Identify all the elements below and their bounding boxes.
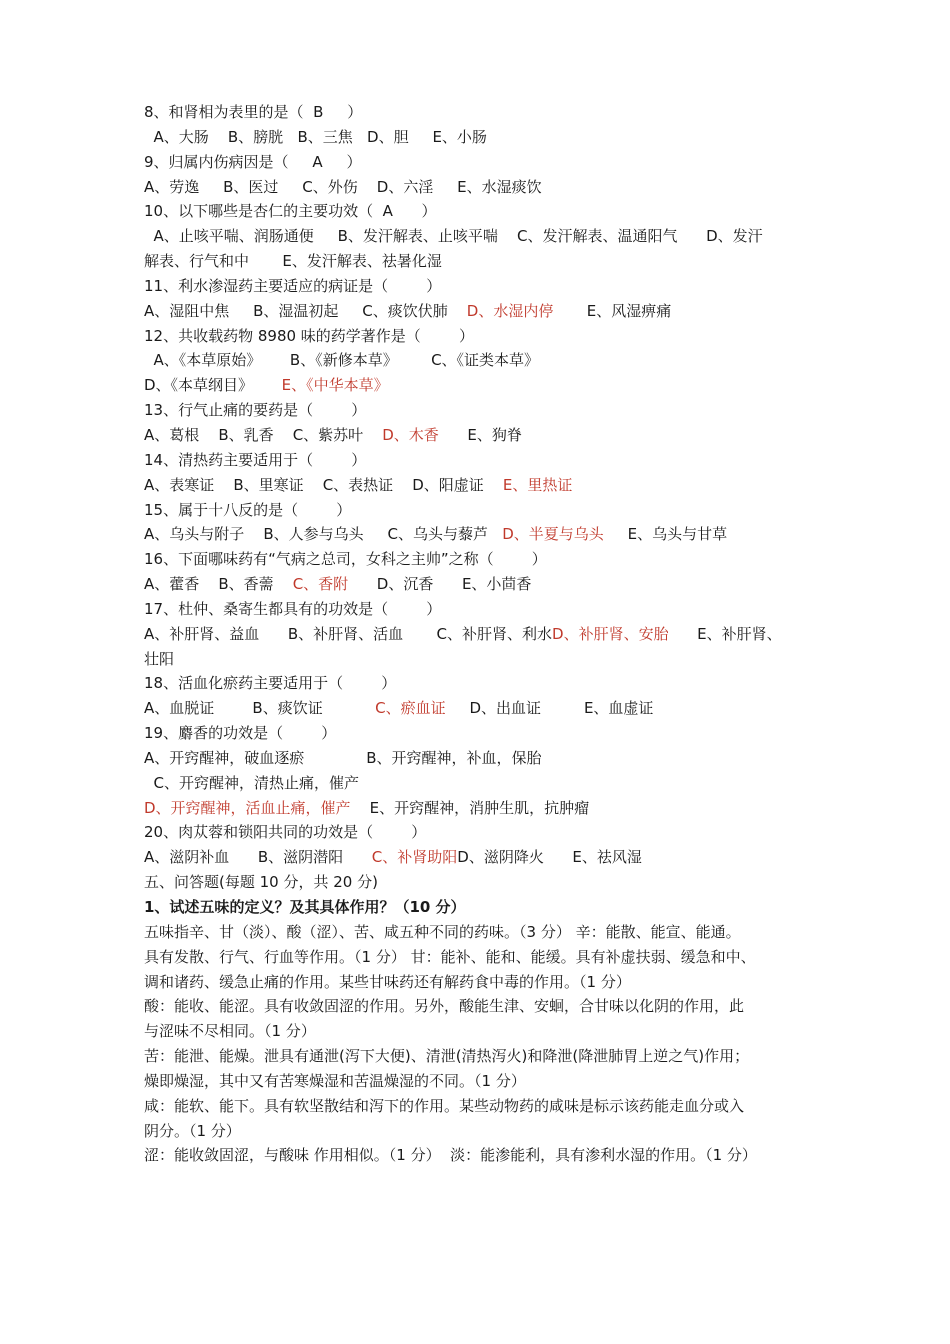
text-segment: A、开窍醒神，破血逐瘀 B、开窍醒神，补血，保胎 [144,748,542,767]
text-line [144,199,850,224]
text-segment: A、劳逸 B、医过 C、外伤 D、六淫 E、水湿痰饮 [144,177,542,196]
text-segment: A、乌头与附子 B、人参与乌头 C、乌头与藜芦 [144,525,503,544]
text-line [144,597,850,622]
answer-highlight: E、《中华本草》 [281,376,389,395]
text-segment: 解表、行气和中 E、发汗解表、祛暑化湿 [144,252,442,271]
text-line [144,1094,850,1119]
text-segment: A、血脱证 B、痰饮证 [144,699,376,718]
text-segment: 19、麝香的功效是（ ） [144,724,337,743]
text-segment: A、止咳平喘、润肠通便 B、发汗解表、止咳平喘 C、发汗解表、温通阳气 D、发汗 [144,227,763,246]
text-segment: 17、杜仲、桑寄生都具有的功效是（ ） [144,599,442,618]
text-line [144,622,850,647]
text-segment: 具有发散、行气、行血等作用。（1 分） 甘：能补、能和、能缓。具有补虚扶弱、缓急和中、 [144,947,756,966]
text-line [144,895,850,920]
text-segment: A、滋阴补血 B、滋阴潜阳 [144,848,372,867]
text-segment: 16、下面哪味药有“气病之总司，女科之主帅”之称（ ） [144,550,547,569]
text-segment: D、出血证 E、血虚证 [445,699,654,718]
text-segment: E、开窍醒神，消肿生肌，抗肿瘤 [350,798,590,817]
text-segment: 涩：能收敛固涩，与酸味 作用相似。（1 分） 淡：能渗能利，具有渗利水湿的作用。（1 分） [144,1146,757,1165]
text-segment: A、表寒证 B、里寒证 C、表热证 D、阳虚证 [144,475,503,494]
text-line [144,1019,850,1044]
text-segment: A、《本草原始》 B、《新修本草》 C、《证类本草》 [144,351,540,370]
text-segment: 咸：能软、能下。具有软坚散结和泻下的作用。某些动物药的咸味是标示该药能走血分或入 [144,1096,745,1115]
text-line [144,423,850,448]
answer-highlight: D、木香 [382,425,439,444]
answer-highlight: D、补肝肾、安胎 [552,624,669,643]
text-segment: E、狗脊 [438,425,522,444]
text-segment: 8、和肾相为表里的是（ B ） [144,103,363,121]
text-segment: E、补肝肾、 [668,624,782,643]
text-line [144,1044,850,1069]
text-line [144,299,850,324]
text-line [144,125,850,150]
text-segment: 苦：能泄、能燥。泄具有通泄(泻下大便)、清泄(清热泻火)和降泄(降泄肺胃上逆之气)作用； [144,1047,750,1066]
text-line [144,771,850,796]
text-segment: 9、归属内伤病因是（ A ） [144,152,362,171]
answer-highlight: E、里热证 [502,475,573,494]
text-segment: 阴分。（1 分） [144,1121,241,1140]
text-line [144,671,850,696]
text-line [144,870,850,895]
text-segment: 与涩味不尽相同。（1 分） [144,1022,316,1041]
answer-highlight: D、半夏与乌头 [502,525,604,544]
text-line [144,324,850,349]
text-line [144,572,850,597]
text-line [144,945,850,970]
text-line [144,348,850,373]
answer-highlight: D、开窍醒神，活血止痛，催产 [144,798,351,817]
text-segment: 13、行气止痛的要药是（ ） [144,401,367,420]
text-segment: E、风湿痹痛 [553,301,672,320]
text-line [144,473,850,498]
text-segment: A、大肠 B、膀胱 B、三焦 D、胆 E、小肠 [144,127,487,146]
text-line [144,547,850,572]
text-segment: E、乌头与甘草 [603,525,728,544]
text-line [144,647,850,672]
answer-highlight: C、香附 [292,575,349,594]
text-line [144,1069,850,1094]
text-line [144,920,850,945]
text-segment: 10、以下哪些是杏仁的主要功效（ A ） [144,202,437,221]
text-segment: D、沉香 E、小茴香 [348,575,532,594]
text-segment: 14、清热药主要适用于（ ） [144,450,367,469]
text-segment: 五味指辛、甘（淡）、酸（涩）、苦、咸五种不同的药味。（3 分） 辛：能散、能宣、能通。 [144,922,741,941]
text-line [144,398,850,423]
text-line [144,845,850,870]
text-line [144,150,850,175]
text-line [144,696,850,721]
text-segment: C、开窍醒神，清热止痛，催产 [144,773,360,792]
text-line [144,970,850,995]
text-line [144,721,850,746]
text-line [144,796,850,821]
text-line [144,224,850,249]
text-line [144,1143,850,1168]
text-line [144,994,850,1019]
text-segment: A、补肝肾、益血 B、补肝肾、活血 C、补肝肾、利水 [144,624,553,643]
text-segment: 燥即燥湿，其中又有苦寒燥湿和苦温燥湿的不同。（1 分） [144,1071,526,1090]
text-line [144,249,850,274]
text-line [144,448,850,473]
text-line [144,175,850,200]
text-segment: 壮阳 [144,649,175,668]
text-line [144,820,850,845]
text-line [144,1119,850,1144]
text-line [144,498,850,523]
text-segment: 1、试述五味的定义？及其具体作用？（10 分） [144,898,466,916]
answer-highlight: C、补肾助阳 [371,848,458,867]
answer-highlight: C、瘀血证 [375,699,446,718]
text-segment: 20、肉苁蓉和锁阳共同的功效是（ ） [144,823,427,842]
text-segment: 五、问答题(每题 10 分，共 20 分) [144,873,378,892]
text-segment: 调和诸药、缓急止痛的作用。某些甘味药还有解药食中毒的作用。（1 分） [144,972,631,991]
text-segment: D、滋阴降火 E、祛风湿 [457,848,642,867]
text-line [144,746,850,771]
text-segment: 12、共收载药物 8980 味的药学著作是（ ） [144,326,474,345]
text-segment: A、藿香 B、香薷 [144,575,293,594]
text-segment: 15、属于十八反的是（ ） [144,500,352,519]
text-segment: 酸：能收、能涩。具有收敛固涩的作用。另外，酸能生津、安蛔，合甘味以化阴的作用，此 [144,997,745,1016]
text-segment: A、湿阻中焦 B、湿温初起 C、痰饮伏肺 [144,301,467,320]
text-line [144,274,850,299]
text-segment: A、葛根 B、乳香 C、紫苏叶 [144,425,383,444]
text-line [144,100,850,125]
text-segment: 18、活血化瘀药主要适用于（ ） [144,674,397,693]
text-line [144,522,850,547]
text-segment: D、《本草纲目》 [144,376,282,395]
text-segment: 11、利水渗湿药主要适应的病证是（ ） [144,276,442,295]
text-line [144,373,850,398]
answer-highlight: D、水湿内停 [466,301,554,320]
